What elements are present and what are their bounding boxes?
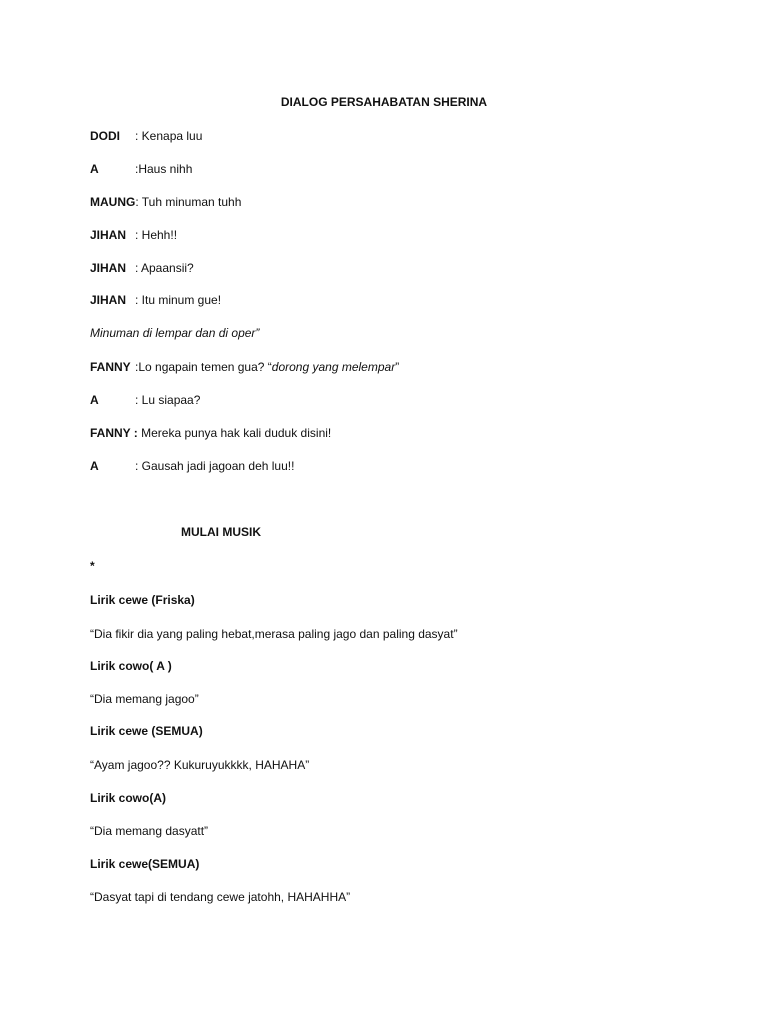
speaker-name: MAUNG [90, 195, 136, 209]
lyric-label: Lirik cewe (SEMUA) [90, 724, 203, 738]
dialog-line [90, 359, 399, 375]
dialog-line [90, 458, 294, 474]
speaker-name: A [90, 162, 99, 176]
speaker-name: FANNY [90, 360, 131, 374]
dialog-line [90, 128, 202, 144]
dialog-text: Mereka punya hak kali duduk disini! [137, 426, 332, 440]
dialog-line [90, 194, 241, 210]
stage-direction: Minuman di lempar dan di oper” [90, 326, 260, 340]
lyric-text: “Dia memang dasyatt” [90, 824, 209, 838]
lyric-label: Lirik cowo(A) [90, 791, 167, 805]
speaker-name: FANNY : [90, 426, 138, 440]
speaker-name: A [90, 393, 99, 407]
dialog-line [90, 292, 221, 308]
lyric-text: “Dia fikir dia yang paling hebat,merasa paling jago dan paling dasyat” [90, 627, 458, 641]
dialog-text: : Itu minum gue! [135, 293, 222, 307]
asterisk-marker: * [90, 559, 95, 573]
lyric-text: “Dia memang jagoo” [90, 692, 199, 706]
dialog-text: : Kenapa luu [135, 129, 203, 143]
lyric-label: Lirik cewe (Friska) [90, 593, 195, 607]
dialog-text: : Tuh minuman tuhh [135, 195, 242, 209]
dialog-text: : Lu siapaa? [135, 393, 201, 407]
dialog-text: :Lo ngapain temen gua? “ [135, 360, 272, 374]
section-title: MULAI MUSIK [181, 525, 261, 539]
dialog-text: :Haus nihh [135, 162, 193, 176]
dialog-close-quote: ” [395, 360, 400, 374]
speaker-name: JIHAN [90, 228, 127, 242]
dialog-line [90, 260, 194, 276]
lyric-text: “Dasyat tapi di tendang cewe jatohh, HAHAHHA” [90, 890, 351, 904]
dialog-italic-text: dorong yang melempar [271, 360, 396, 374]
document-title: DIALOG PERSAHABATAN SHERINA [280, 95, 488, 109]
dialog-line [90, 227, 177, 243]
dialog-text: : Gausah jadi jagoan deh luu!! [135, 459, 295, 473]
lyric-label: Lirik cowo( A ) [90, 659, 172, 673]
speaker-name: JIHAN [90, 261, 127, 275]
dialog-line [90, 161, 192, 177]
dialog-line [90, 425, 331, 441]
dialog-text: : Hehh!! [135, 228, 178, 242]
lyric-text: “Ayam jagoo?? Kukuruyukkkk, HAHAHA” [90, 758, 310, 772]
speaker-name: A [90, 459, 99, 473]
dialog-line [90, 392, 200, 408]
speaker-name: DODI [90, 129, 120, 143]
dialog-text: : Apaansii? [135, 261, 194, 275]
lyric-label: Lirik cewe(SEMUA) [90, 857, 200, 871]
speaker-name: JIHAN [90, 293, 127, 307]
